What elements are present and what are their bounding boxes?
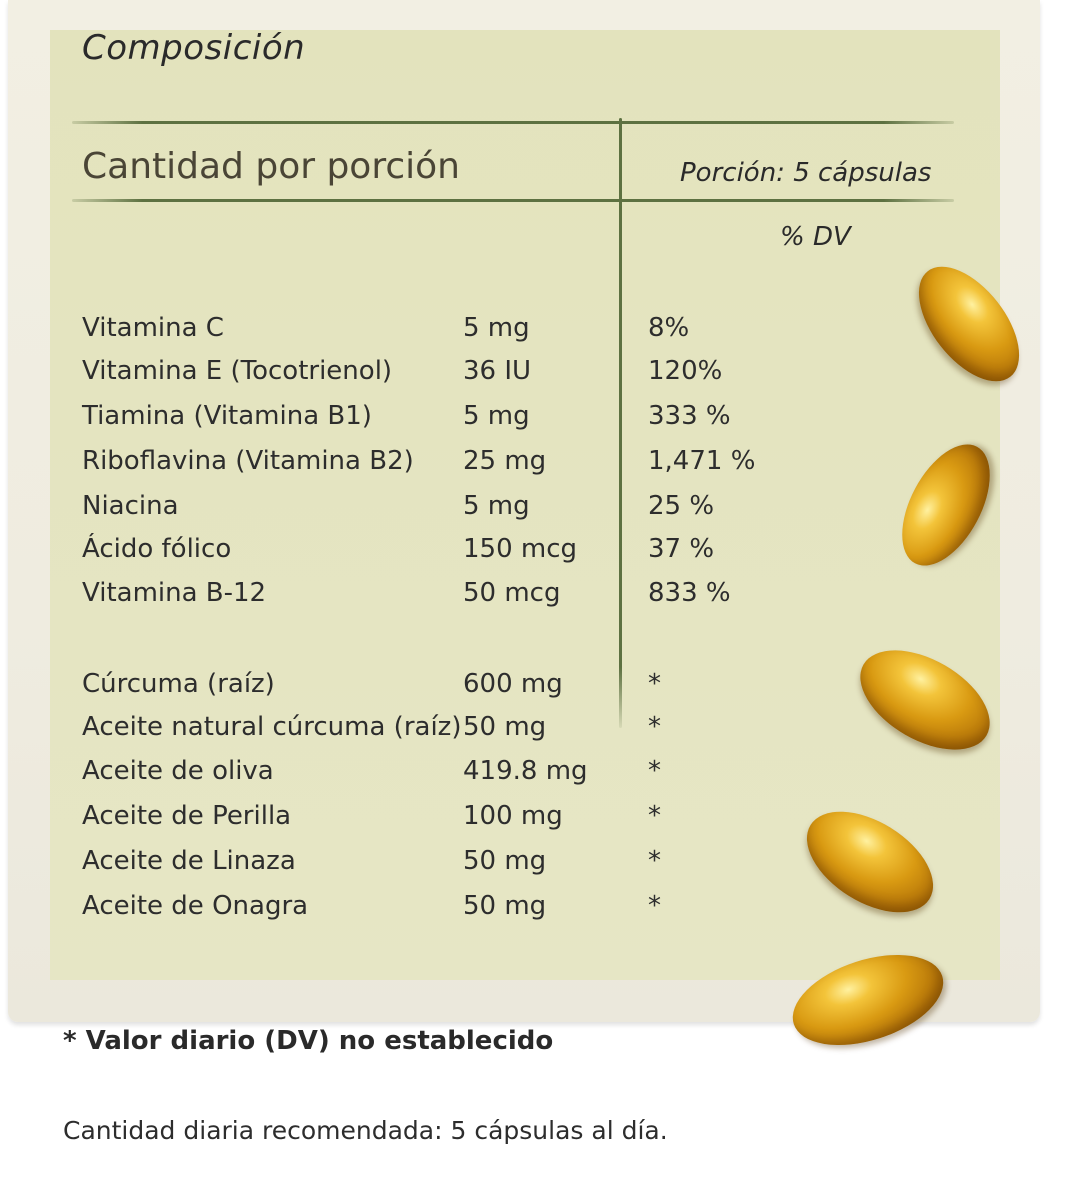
nutrient-amount: 5 mg <box>463 401 530 431</box>
top-rule <box>72 121 954 124</box>
nutrient-name: Cúrcuma (raíz) <box>82 669 275 699</box>
dv-header: % DV <box>780 222 851 252</box>
nutrient-name: Niacina <box>82 491 179 521</box>
header-rule <box>72 199 954 202</box>
nutrient-dv: 25 % <box>648 491 715 521</box>
nutrient-dv: 333 % <box>648 401 731 431</box>
nutrient-amount: 100 mg <box>463 801 563 831</box>
nutrient-amount: 419.8 mg <box>463 756 588 786</box>
nutrient-dv: * <box>648 669 661 699</box>
table-row <box>0 534 1000 574</box>
nutrient-dv: 120% <box>648 356 723 386</box>
table-row <box>0 446 1000 486</box>
nutrient-amount: 50 mg <box>463 712 547 742</box>
nutrient-dv: * <box>648 801 661 831</box>
nutrient-name: Aceite de Linaza <box>82 846 296 876</box>
nutrient-name: Ácido fólico <box>82 534 232 564</box>
nutrient-amount: 36 IU <box>463 356 532 386</box>
dv-footnote: * Valor diario (DV) no establecido <box>63 1026 554 1056</box>
nutrient-name: Aceite de Perilla <box>82 801 292 831</box>
table-row <box>0 491 1000 531</box>
nutrient-dv: * <box>648 756 661 786</box>
nutrient-name: Tiamina (Vitamina B1) <box>82 401 372 431</box>
nutrient-name: Vitamina B-12 <box>82 578 267 608</box>
nutrient-amount: 50 mg <box>463 846 547 876</box>
recommended-dose: Cantidad diaria recomendada: 5 cápsulas al día. <box>63 1116 668 1145</box>
serving-header: Cantidad por porción <box>82 146 460 187</box>
nutrient-dv: * <box>648 891 661 921</box>
nutrient-amount: 25 mg <box>463 446 547 476</box>
nutrient-amount: 5 mg <box>463 313 530 343</box>
serving-size: Porción: 5 cápsulas <box>680 158 932 188</box>
table-row <box>0 313 1000 353</box>
nutrient-name: Vitamina E (Tocotrienol) <box>82 356 393 386</box>
table-row <box>0 401 1000 441</box>
nutrient-dv: 833 % <box>648 578 731 608</box>
nutrient-dv: 37 % <box>648 534 715 564</box>
nutrient-name: Aceite de oliva <box>82 756 274 786</box>
nutrient-dv: * <box>648 712 661 742</box>
nutrient-amount: 150 mcg <box>463 534 578 564</box>
nutrient-name: Vitamina C <box>82 313 224 343</box>
page-title: Composición <box>82 28 306 68</box>
table-row <box>0 669 1000 709</box>
table-row <box>0 578 1000 618</box>
table-row <box>0 356 1000 396</box>
table-row <box>0 712 1000 752</box>
nutrient-name: Aceite de Onagra <box>82 891 309 921</box>
nutrient-amount: 50 mg <box>463 891 547 921</box>
nutrient-dv: 8% <box>648 313 690 343</box>
nutrient-dv: * <box>648 846 661 876</box>
nutrient-name: Aceite natural cúrcuma (raíz) <box>82 712 462 742</box>
nutrient-amount: 50 mcg <box>463 578 561 608</box>
nutrient-name: Riboflavina (Vitamina B2) <box>82 446 414 476</box>
nutrient-amount: 600 mg <box>463 669 563 699</box>
nutrient-dv: 1,471 % <box>648 446 756 476</box>
table-row <box>0 756 1000 796</box>
nutrient-amount: 5 mg <box>463 491 530 521</box>
